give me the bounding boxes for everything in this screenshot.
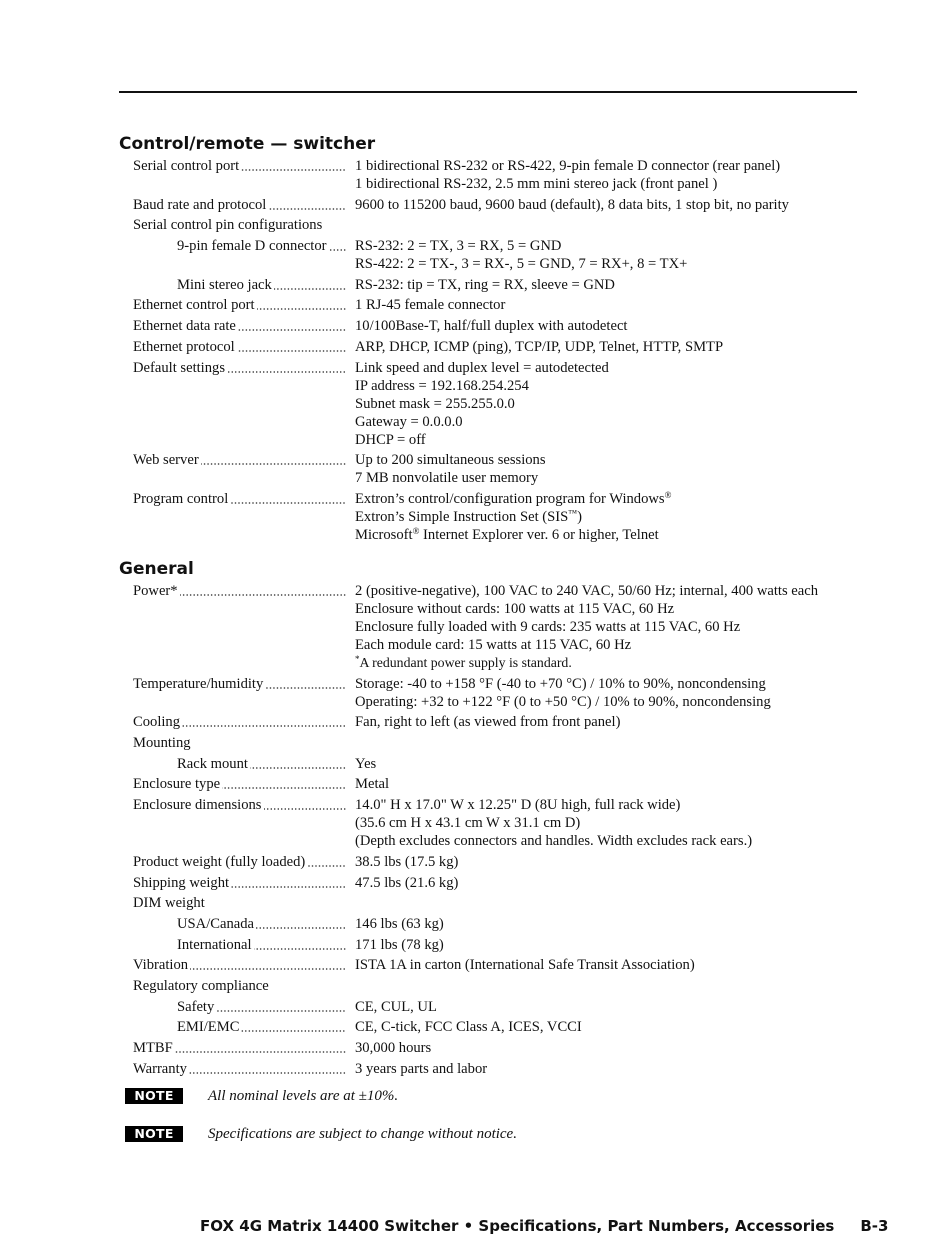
spec-label-text: Product weight (fully loaded)	[133, 853, 306, 870]
spec-value-line: Enclosure fully loaded with 9 cards: 235 watts at 115 VAC, 60 Hz	[355, 619, 741, 635]
spec-value-line: Gateway = 0.0.0.0	[355, 413, 463, 430]
note-text: All nominal levels are at ±10%.	[208, 1087, 399, 1104]
spec-value	[355, 317, 915, 335]
dot-leader	[238, 329, 346, 331]
page-number: B-3	[860, 1217, 889, 1235]
spec-value	[355, 796, 915, 850]
spec-label	[133, 1039, 348, 1057]
spec-label	[133, 734, 348, 752]
spec-value	[355, 675, 915, 711]
spec-label	[133, 216, 348, 234]
spec-label-text: Enclosure type	[133, 776, 221, 793]
dot-leader	[241, 1030, 346, 1032]
spec-label	[133, 490, 348, 508]
spec-label	[133, 296, 348, 314]
spec-label-text: MTBF	[133, 1040, 173, 1056]
spec-value	[355, 956, 915, 974]
note-text: Specifications are subject to change without notice.	[208, 1125, 517, 1142]
spec-label	[133, 713, 348, 731]
spec-value	[355, 451, 915, 487]
spec-value-line: 38.5 lbs (17.5 kg)	[355, 853, 459, 870]
spec-row-web-server	[0, 451, 950, 487]
value-text: A redundant power supply is standard.	[359, 655, 572, 670]
spec-row-product-weight-fully-loaded	[0, 853, 950, 871]
page-footer	[200, 1216, 889, 1236]
spec-value	[355, 915, 915, 933]
spec-value	[355, 1039, 915, 1057]
spec-value-line: (35.6 cm H x 43.1 cm W x 31.1 cm D)	[355, 815, 581, 832]
superscript-mark: ®	[664, 489, 672, 500]
spec-value-line: CE, C-tick, FCC Class A, ICES, VCCI	[355, 1019, 582, 1036]
dot-leader	[230, 502, 346, 504]
spec-row-enclosure-dimensions	[0, 796, 950, 850]
spec-label	[133, 196, 348, 214]
section-title-control: Control/remote — switcher	[119, 134, 376, 154]
spec-label-text: Ethernet data rate	[133, 318, 236, 335]
spec-value-line: 10/100Base-T, half/full duplex with autodetect	[355, 318, 628, 335]
dot-leader	[231, 886, 346, 888]
spec-label	[133, 582, 348, 600]
spec-row-program-control	[0, 490, 950, 544]
spec-label	[133, 956, 348, 974]
spec-value-line: Each module card: 15 watts at 115 VAC, 60 Hz	[355, 637, 632, 653]
note-nominal-levels	[125, 1087, 398, 1105]
spec-value-line: (Depth excludes connectors and handles. Width excludes rack ears.)	[355, 833, 753, 850]
spec-label-text: Shipping weight	[133, 874, 230, 891]
top-rule	[119, 91, 857, 93]
spec-row-emi-emc	[0, 1018, 950, 1036]
dot-leader	[264, 808, 347, 810]
value-text: Microsoft	[355, 526, 413, 543]
spec-label-text: Baud rate and protocol	[133, 196, 267, 213]
dot-leader	[329, 249, 346, 251]
spec-row-international	[0, 936, 950, 954]
spec-value-line: 1 bidirectional RS-232 or RS-422, 9-pin female D connector (rear panel)	[355, 158, 781, 174]
spec-label-text: USA/Canada	[177, 915, 255, 932]
spec-value	[355, 490, 915, 544]
spec-row-vibration	[0, 956, 950, 974]
spec-label	[133, 977, 348, 995]
spec-label	[133, 874, 348, 892]
spec-value	[355, 755, 915, 773]
spec-row-shipping-weight	[0, 874, 950, 892]
spec-row-mini-stereo-jack	[0, 276, 950, 294]
spec-value	[355, 296, 915, 314]
value-text: Extron’s Simple Instruction Set (SIS	[355, 508, 569, 525]
dot-leader	[257, 308, 346, 310]
spec-value	[355, 936, 915, 954]
spec-row-9-pin-female-d-connector	[0, 237, 950, 273]
spec-label	[133, 359, 348, 377]
spec-label	[177, 936, 348, 954]
superscript-mark: *	[355, 654, 360, 664]
spec-label	[133, 317, 348, 335]
spec-row-safety	[0, 998, 950, 1016]
superscript-mark: ®	[412, 525, 420, 536]
note-badge: NOTE	[125, 1126, 183, 1142]
spec-value-line: 1 bidirectional RS-232, 2.5 mm mini stereo jack (front panel )	[355, 176, 718, 192]
spec-value-line: 47.5 lbs (21.6 kg)	[355, 874, 459, 891]
spec-label	[177, 237, 348, 255]
value-text: Internet Explorer ver. 6 or higher, Telnet	[419, 526, 659, 543]
control-spec-list	[0, 157, 950, 547]
spec-label-text: Ethernet control port	[133, 297, 255, 314]
spec-label-text: Rack mount	[177, 755, 248, 772]
spec-label-text: Enclosure dimensions	[133, 797, 262, 814]
spec-row-ethernet-protocol	[0, 338, 950, 356]
footer-title: FOX 4G Matrix 14400 Switcher • Specifications, Part Numbers, Accessories	[200, 1217, 835, 1235]
dot-leader	[256, 927, 346, 929]
spec-label-text: Vibration	[133, 957, 189, 974]
spec-value-line: Operating: +32 to +122 °F (0 to +50 °C) / 10% to 90%, noncondensing	[355, 693, 771, 710]
spec-value-line: Link speed and duplex level = autodetected	[355, 359, 609, 376]
superscript-mark: ™	[568, 507, 578, 518]
spec-label	[133, 338, 348, 356]
spec-label	[133, 451, 348, 469]
spec-label-text: Mounting	[133, 735, 191, 752]
spec-label	[133, 775, 348, 793]
spec-row-baud-rate-and-protocol	[0, 196, 950, 214]
dot-leader	[180, 594, 346, 596]
spec-row-usa-canada	[0, 915, 950, 933]
dot-leader	[237, 350, 346, 352]
spec-label	[177, 998, 348, 1016]
spec-row-enclosure-type	[0, 775, 950, 793]
spec-value-line: 146 lbs (63 kg)	[355, 915, 444, 932]
spec-row-serial-control-pin-configurations	[0, 216, 950, 234]
spec-value-line: ARP, DHCP, ICMP (ping), TCP/IP, UDP, Telnet, HTTP, SMTP	[355, 338, 724, 355]
spec-value-line: 3 years parts and labor	[355, 1060, 488, 1077]
dot-leader	[241, 169, 346, 171]
spec-value-line: Enclosure without cards: 100 watts at 115 VAC, 60 Hz	[355, 601, 675, 617]
spec-row-rack-mount	[0, 755, 950, 773]
spec-value-line: 7 MB nonvolatile user memory	[355, 470, 539, 487]
spec-label-text: EMI/EMC	[177, 1019, 240, 1036]
spec-value-line	[355, 654, 915, 672]
spec-value-line: RS-422: 2 = TX-, 3 = RX-, 5 = GND, 7 = RX+, 8 = TX+	[355, 256, 688, 273]
spec-row-mounting	[0, 734, 950, 752]
spec-value-line: Metal	[355, 776, 390, 793]
spec-label-text: Power*	[133, 583, 178, 599]
spec-value-line: IP address = 192.168.254.254	[355, 377, 529, 394]
spec-row-ethernet-data-rate	[0, 317, 950, 335]
spec-value	[355, 1060, 915, 1078]
dot-leader	[222, 787, 346, 789]
spec-label-text: Warranty	[133, 1060, 187, 1077]
value-text: Extron’s control/configuration program for Windows	[355, 490, 665, 507]
spec-row-serial-control-port	[0, 157, 950, 193]
spec-value-line: RS-232: tip = TX, ring = RX, sleeve = GND	[355, 276, 615, 293]
spec-label-text: Serial control port	[133, 158, 240, 174]
spec-value-line: Storage: -40 to +158 °F (-40 to +70 °C) / 10% to 90%, noncondensing	[355, 675, 766, 692]
spec-label	[177, 915, 348, 933]
spec-label	[133, 894, 348, 912]
spec-value-line: 1 RJ-45 female connector	[355, 297, 506, 314]
dot-leader	[268, 208, 346, 210]
section-title-general: General	[119, 559, 194, 579]
dot-leader	[250, 767, 346, 769]
dot-leader	[307, 865, 346, 867]
spec-label-text: Mini stereo jack	[177, 276, 272, 293]
spec-label	[177, 1018, 348, 1036]
spec-value-line: 171 lbs (78 kg)	[355, 936, 444, 953]
spec-value-line	[355, 508, 915, 526]
spec-value	[355, 582, 915, 672]
spec-label	[133, 157, 348, 175]
spec-value-line	[355, 490, 915, 508]
spec-row-warranty	[0, 1060, 950, 1078]
spec-label	[177, 276, 348, 294]
spec-label-text: Ethernet protocol	[133, 338, 235, 355]
spec-value-line: DHCP = off	[355, 431, 426, 448]
spec-value-line: 2 (positive-negative), 100 VAC to 240 VAC, 50/60 Hz; internal, 400 watts each	[355, 583, 819, 599]
spec-value	[355, 237, 915, 273]
spec-label-text: Default settings	[133, 359, 226, 376]
spec-value	[355, 998, 915, 1016]
spec-label	[133, 675, 348, 693]
spec-value	[355, 338, 915, 356]
value-text: )	[577, 508, 582, 525]
spec-value-line: 30,000 hours	[355, 1040, 432, 1056]
spec-value-line: Subnet mask = 255.255.0.0	[355, 395, 515, 412]
spec-value	[355, 874, 915, 892]
spec-label-text: Program control	[133, 490, 229, 507]
dot-leader	[182, 725, 346, 727]
spec-label-text: Web server	[133, 452, 199, 469]
dot-leader	[227, 371, 346, 373]
note-badge: NOTE	[125, 1088, 183, 1104]
spec-label-text: International	[177, 936, 252, 953]
spec-label	[177, 755, 348, 773]
spec-value	[355, 775, 915, 793]
dot-leader	[274, 288, 346, 290]
spec-label-text: Serial control pin configurations	[133, 217, 323, 234]
spec-value	[355, 276, 915, 294]
spec-value	[355, 1018, 915, 1036]
spec-value-line: 9600 to 115200 baud, 9600 baud (default), 8 data bits, 1 stop bit, no parity	[355, 196, 789, 213]
spec-value-line: 14.0" H x 17.0" W x 12.25" D (8U high, full rack wide)	[355, 797, 681, 814]
spec-row-cooling	[0, 713, 950, 731]
spec-row-mtbf	[0, 1039, 950, 1057]
dot-leader	[201, 463, 346, 465]
dot-leader	[175, 1051, 346, 1053]
dot-leader	[190, 968, 346, 970]
spec-row-power	[0, 582, 950, 672]
spec-row-default-settings	[0, 359, 950, 449]
dot-leader	[254, 948, 346, 950]
spec-value	[355, 359, 915, 449]
spec-value	[355, 196, 915, 214]
spec-value	[355, 853, 915, 871]
spec-row-temperature-humidity	[0, 675, 950, 711]
spec-value	[355, 713, 915, 731]
spec-label	[133, 796, 348, 814]
spec-value-line: Up to 200 simultaneous sessions	[355, 452, 546, 469]
dot-leader	[265, 687, 346, 689]
spec-value-line: ISTA 1A in carton (International Safe Transit Association)	[355, 957, 695, 974]
note-specifications-change	[125, 1125, 517, 1143]
spec-label-text: 9-pin female D connector	[177, 238, 327, 255]
spec-label-text: Cooling	[133, 714, 181, 731]
spec-row-ethernet-control-port	[0, 296, 950, 314]
spec-row-dim-weight	[0, 894, 950, 912]
spec-value-line: Yes	[355, 755, 377, 772]
dot-leader	[216, 1010, 346, 1012]
spec-label-text: Temperature/humidity	[133, 675, 264, 692]
spec-label-text: DIM weight	[133, 895, 205, 912]
dot-leader	[189, 1072, 346, 1074]
spec-row-regulatory-compliance	[0, 977, 950, 995]
spec-value-line: Fan, right to left (as viewed from front panel)	[355, 714, 621, 731]
spec-value	[355, 157, 915, 193]
spec-label	[133, 853, 348, 871]
spec-value-line: CE, CUL, UL	[355, 998, 437, 1015]
spec-label-text: Safety	[177, 998, 215, 1015]
spec-value-line: RS-232: 2 = TX, 3 = RX, 5 = GND	[355, 238, 562, 255]
spec-label	[133, 1060, 348, 1078]
spec-value-line	[355, 526, 915, 544]
general-spec-list	[0, 582, 950, 1080]
spec-label-text: Regulatory compliance	[133, 977, 269, 994]
